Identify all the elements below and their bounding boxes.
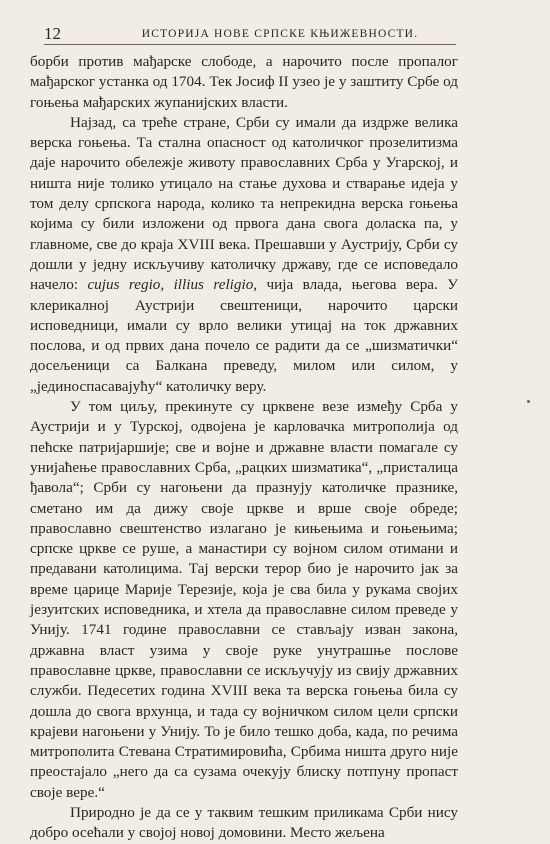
page-number: 12 xyxy=(44,24,61,43)
page-header xyxy=(44,24,456,45)
running-title: ИСТОРИЈА НОВЕ СРПСКЕ КЊИЖЕВНОСТИ. xyxy=(141,28,419,40)
latin-phrase: cujus regio, illius religio, xyxy=(87,276,258,294)
paragraph-1: борби против мађарске слободе, а нарочито после пропалог мађарског устанка од 1704. Тек Јосиф II узео је у заштиту Србе од гоњења мађарских жупанијских власти. xyxy=(30,53,458,111)
paragraph-2-before: Најзад, са треће стране, Срби су имали да издрже велика верска гоњења. Та стална опасност од католичког прозелитизма даје нарочито обележје животу православних Срба у Угарској, и ништа није толико утицало на стање духова и стварање идеја у том делу српскога народа, колико та непрекидна верска гоњења којима су били изложени од првога дана свога доласка па, у главноме, све до краја XVIII века. Прешавши у Аустрију, Срби су дошли у једну искључиву католичку државу, где се исповедало начело: xyxy=(30,113,458,294)
paragraph-4: Природно је да се у таквим тешким приликама Срби нису добро осећали у својој новој домовини. Место жељена xyxy=(30,803,458,842)
paragraph-2-after: чија влада, његова вера. У клерикалној Аустрији свештеници, нарочито царски исповедници, имали су врло велики утицај на ток државних послова, и од првих дана почело се радити да се „шизматички“ досељеници са Балкана преведу, милом или силом, у „јединоспасавајућу“ католичку веру. xyxy=(30,276,458,395)
paragraph-3: У том циљу, прекинуте су црквене везе између Срба у Аустрији и у Турској, одвојена је карловачка митрополија од пећске патријаршије; све и војне и државне власти помагале су унијаћење православних Срба, „рацких шизматика“, „присталица ђавола“; Срби су нагоњени да празнују католичке празнике, сметано им да дижу своје цркве и врше своје обреде; православно свештенство излагано је кињењима и гоњењима; српске цркве се руше, а манастири су војном силом отимани и предавани католицима. Тај верски терор био је нарочито јак за време царице Марије Терезије, која је сва била у рукама својих језуитских исповедника, и хтела да православне силом преведе у Унију. 1741 године православни се стављају изван закона, државна власт узима у своје руке унутрашње послове православне цркве, православни се искључују из свију државних служби. Педесетих година XVIII века та верска гоњења била су дошла до свога врхунца, и тада су војничком силом цели српски крајеви нагоњени у Унију. То је било тешко доба, када, по речима митрополита Стевана Стратимировића, Србима ништа друго није преостајало „него да са сузама очекују блиску потпуну пропаст своје вере.“ xyxy=(30,398,458,801)
paragraph-2 xyxy=(30,113,458,397)
page-edge-mark xyxy=(527,400,530,403)
page-body xyxy=(30,52,458,844)
